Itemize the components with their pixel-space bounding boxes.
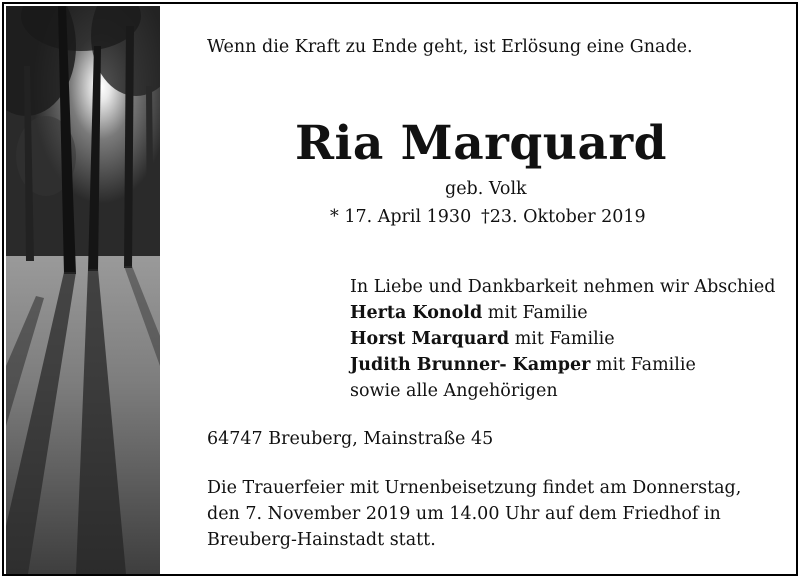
ceremony-details — [207, 475, 741, 553]
deceased-name: Ria Marquard — [294, 116, 668, 171]
born-name: geb. Volk — [445, 179, 527, 199]
death-date: †23. Oktober 2019 — [481, 207, 646, 227]
ceremony-line: den 7. November 2019 um 14.00 Uhr auf dem Friedhof in — [207, 504, 721, 524]
mourners-block — [350, 274, 775, 404]
family-address: 64747 Breuberg, Mainstraße 45 — [207, 429, 494, 449]
mourner-name: Judith Brunner- Kamper — [350, 355, 591, 375]
obituary-notice — [2, 2, 798, 576]
mourner-entry — [350, 352, 775, 378]
mourner-name: Herta Konold — [350, 303, 483, 323]
ceremony-line: Breuberg-Hainstadt statt. — [207, 530, 436, 550]
mourners-intro: In Liebe und Dankbarkeit nehmen wir Abschied — [350, 277, 776, 297]
birth-date: * 17. April 1930 — [330, 207, 472, 227]
mourner-entry — [350, 300, 775, 326]
mourner-suffix: mit Familie — [482, 303, 588, 323]
motto-line: Wenn die Kraft zu Ende geht, ist Erlösung eine Gnade. — [207, 37, 693, 57]
mourner-entry — [350, 326, 775, 352]
mourner-suffix: mit Familie — [509, 329, 615, 349]
ceremony-line: Die Trauerfeier mit Urnenbeisetzung findet am Donnerstag, — [207, 478, 742, 498]
mourner-suffix: mit Familie — [590, 355, 696, 375]
park-trees-photo — [6, 6, 160, 574]
mourner-name: Horst Marquard — [350, 329, 510, 349]
mourners-closing: sowie alle Angehörigen — [350, 381, 558, 401]
